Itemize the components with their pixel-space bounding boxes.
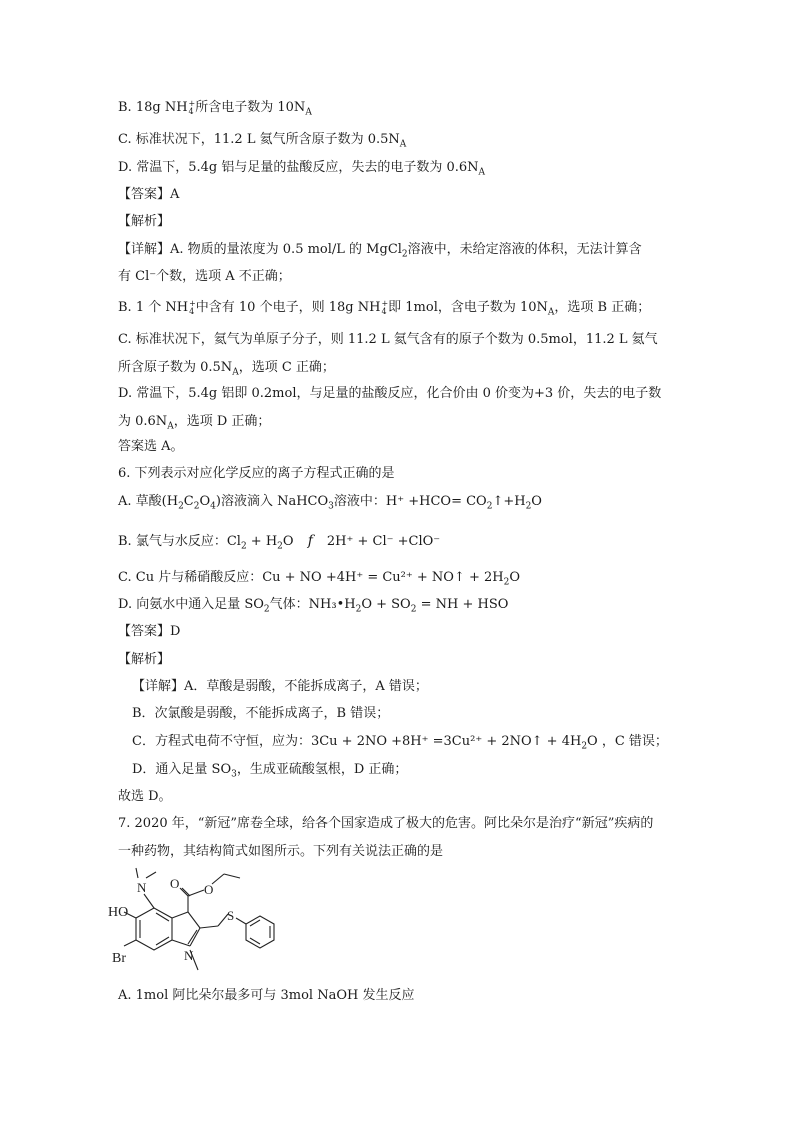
- text: O: [531, 494, 542, 509]
- text: ，选项 B 正确；: [554, 300, 651, 315]
- q5-detail-d-line1: D. 常温下，5.4g 铝即 0.2mol，与足量的盐酸反应，化合价由 0 价变为+3 价，失去的电子数: [118, 386, 662, 401]
- text: ↑+H: [492, 494, 526, 509]
- q5-option-b: [118, 98, 312, 118]
- subscript: A: [478, 167, 486, 178]
- subscript: 2: [355, 604, 362, 615]
- text: + H: [246, 534, 278, 549]
- subscript: 2: [193, 501, 200, 512]
- subscript: 2: [486, 501, 493, 512]
- text: O ，C 错误；: [587, 734, 668, 749]
- text: B. 1 个: [118, 300, 166, 315]
- subscript: 2: [401, 249, 408, 260]
- text: C. 标准状况下，11.2 L 氦气所含原子数为 0.5N: [118, 132, 400, 147]
- q5-detail-c-line1: C. 标准状况下，氦气为单原子分子，则 11.2 L 氦气含有的原子个数为 0.5mol，11.2 L 氦气: [118, 332, 658, 347]
- q5-detail-a-line1: [118, 240, 642, 260]
- atom-n-indole: N: [184, 948, 194, 963]
- q7-stem-line1: 7. 2020 年，“新冠”席卷全球，给各个国家造成了极大的危害。阿比朵尔是治疗“新冠”疾病的: [118, 816, 654, 831]
- text: O: [282, 534, 294, 549]
- subscript: 3: [231, 769, 237, 780]
- q5-option-c: [118, 130, 406, 150]
- equilibrium-symbol: f: [307, 533, 313, 549]
- subscript: A: [305, 107, 312, 118]
- atom-s: S: [227, 908, 235, 923]
- q6-option-b: [118, 531, 440, 552]
- q5-option-d: [118, 158, 485, 178]
- q7-stem-line2: 一种药物，其结构简式如图所示。下列有关说法正确的是: [118, 844, 444, 859]
- group-ho: HO: [108, 905, 129, 920]
- text: A. 草酸(H: [118, 494, 179, 509]
- q5-detail-a-line2: 有 Cl⁻个数，选项 A 不正确；: [118, 269, 291, 284]
- subscript: 2: [525, 501, 532, 512]
- subscript: 2: [503, 577, 510, 588]
- subscript: A: [167, 421, 174, 432]
- atom-o-ester: O: [204, 882, 214, 897]
- text: D．通入足量 SO: [132, 762, 232, 777]
- q6-option-c: [118, 568, 520, 588]
- text: 2H⁺ + Cl⁻ +ClO⁻: [326, 534, 441, 549]
- text: ，选项 C 正确；: [238, 360, 335, 375]
- q6-detail-b: B．次氯酸是弱酸，不能拆成离子，B 错误；: [132, 706, 390, 721]
- subscript: 2: [178, 501, 184, 512]
- text: O + SO: [361, 597, 411, 612]
- text: = NH + HSO: [416, 597, 509, 612]
- nh4-formula: NH: [357, 300, 381, 315]
- text: 所含原子数为 0.5N: [118, 360, 233, 375]
- subscript: 2: [410, 604, 417, 615]
- q6-stem: 6. 下列表示对应化学反应的离子方程式正确的是: [118, 466, 395, 481]
- subscript: A: [232, 367, 239, 378]
- nh4-charge: + 4: [189, 298, 196, 316]
- nh4-charge: + 4: [188, 98, 196, 116]
- q6-detail-d: [132, 760, 407, 780]
- text: 溶液中，未给定溶液的体积，无法计算含: [407, 242, 642, 257]
- subscript: 2: [263, 604, 270, 615]
- nh4-formula: NH: [165, 300, 189, 315]
- q7-option-a: A. 1mol 阿比朵尔最多可与 3mol NaOH 发生反应: [118, 988, 415, 1003]
- subscript: 2: [240, 541, 247, 552]
- text: C．方程式电荷不守恒，应为：3Cu + 2NO +8H⁺ =3Cu²⁺ + 2NO↑ + 4H: [132, 734, 582, 749]
- atom-n-dimethyl: N: [137, 880, 147, 895]
- text: 为 0.6N: [118, 414, 168, 429]
- atom-br: Br: [112, 951, 126, 966]
- subscript: 3: [328, 501, 334, 512]
- nh4-formula: NH: [164, 100, 188, 115]
- text: C: [183, 494, 194, 509]
- text: ，生成亚硫酸氢根，D 正确；: [236, 762, 408, 777]
- text: 溶液中：H⁺ +HCO= CO: [333, 494, 487, 509]
- q5-conclusion: 答案选 A。: [118, 439, 184, 454]
- text: )溶液滴入 NaHCO: [215, 494, 329, 509]
- q6-conclusion: 故选 D。: [118, 789, 172, 804]
- q6-detail-a: 【详解】A．草酸是弱酸，不能拆成离子，A 错误；: [132, 679, 428, 694]
- q6-answer: 【答案】D: [118, 624, 181, 639]
- text: B. 氯气与水反应：Cl: [118, 534, 241, 549]
- q5-answer: 【答案】A: [118, 187, 180, 202]
- text: 气体：NH₃•H: [269, 597, 356, 612]
- subscript: 2: [277, 541, 283, 552]
- text: C. Cu 片与稀硝酸反应：Cu + NO +4H⁺ = Cu²⁺ + NO↑ + 2H: [118, 570, 504, 585]
- text: O: [509, 570, 521, 585]
- nh4-charge: + 4: [381, 298, 389, 316]
- q6-analysis-heading: 【解析】: [118, 652, 171, 667]
- text: 所含电子数为 10N: [195, 100, 306, 115]
- text: D. 常温下，5.4g 铝与足量的盐酸反应，失去的电子数为 0.6N: [118, 160, 479, 175]
- subscript: A: [399, 139, 407, 150]
- q6-detail-c: [132, 732, 668, 752]
- arbidol-structure: [108, 866, 348, 984]
- atom-o-carbonyl: O: [170, 876, 180, 891]
- q5-detail-c-line2: [118, 358, 335, 378]
- q5-detail-b: [118, 298, 650, 318]
- text: B. 18g: [118, 100, 165, 115]
- q6-option-d: [118, 595, 508, 615]
- subscript: 4: [210, 501, 216, 512]
- q5-detail-d-line2: [118, 412, 270, 432]
- subscript: A: [547, 307, 555, 318]
- q5-analysis-heading: 【解析】: [118, 214, 171, 229]
- text: ，选项 D 正确；: [173, 414, 271, 429]
- text: O: [199, 494, 211, 509]
- text: 中含有 10 个电子，则 18g: [195, 300, 358, 315]
- text: 即 1mol，含电子数为 10N: [388, 300, 548, 315]
- subscript: 2: [581, 741, 588, 752]
- text: D. 向氨水中通入足量 SO: [118, 597, 264, 612]
- q6-option-a: [118, 492, 542, 512]
- text: 【详解】A. 物质的量浓度为 0.5 mol/L 的 MgCl: [118, 242, 402, 257]
